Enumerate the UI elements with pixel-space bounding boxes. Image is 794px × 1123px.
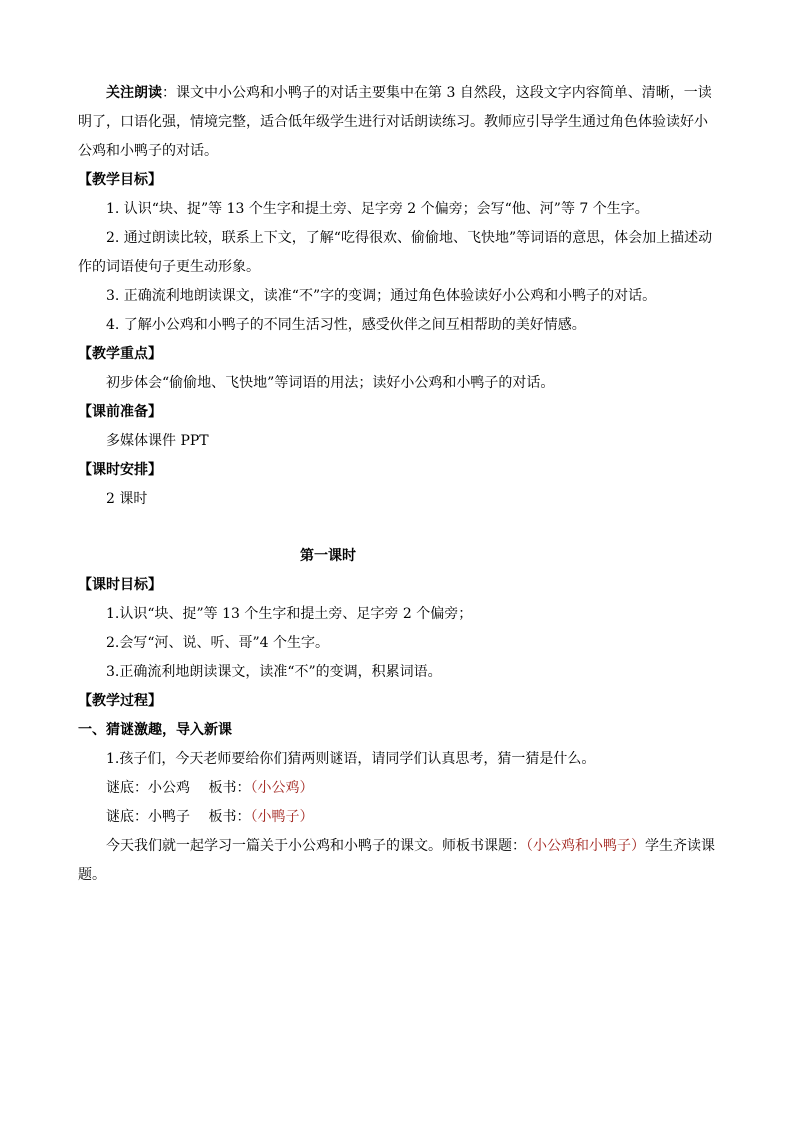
process-heading: 【教学过程】: [78, 693, 162, 709]
teaching-goal-4: 4. 了解小公鸡和小鸭子的不同生活习性，感受伙伴之间互相帮助的美好情感。: [106, 317, 586, 333]
lesson-goal-3: 3.正确流利地朗读课文，读准“不”的变调，积累词语。: [106, 664, 442, 680]
riddle-2-line: [78, 803, 718, 832]
closing-paragraph: [78, 832, 718, 890]
lesson-goal-1: 1.认识“块、捉”等 13 个生字和提土旁、足字旁 2 个偏旁；: [106, 606, 473, 622]
riddle-1-line: [78, 774, 718, 803]
spacer: [78, 514, 718, 542]
riddle-1-board: （小公鸡）: [250, 780, 314, 796]
schedule-text: 2 课时: [106, 491, 148, 507]
document-page: [78, 79, 718, 890]
teaching-goal-3: 3. 正确流利地朗读课文，读准“不”字的变调；通过角色体验读好小公鸡和小鸭子的对话。: [106, 288, 657, 304]
preparation-text: 多媒体课件 PPT: [106, 433, 209, 449]
key-points-heading: 【教学重点】: [78, 346, 162, 362]
closing-suffix: 学生齐读课题。: [78, 838, 715, 883]
teaching-goal-2: 2. 通过朗读比较，联系上下文，了解“吃得很欢、偷偷地、飞快地”等词语的意思，体会加上描述动作的词语使句子更生动形象。: [78, 230, 713, 275]
intro-label: 关注朗读: [106, 85, 162, 101]
lesson-title: 第一课时: [300, 548, 356, 564]
teaching-goals-heading: 【教学目标】: [78, 172, 162, 188]
lesson-goal-2: 2.会写“河、说、听、哥”4 个生字。: [106, 635, 330, 651]
riddle-1-prefix: 谜底：小公鸡 板书：: [106, 780, 251, 796]
lesson-goals-heading: 【课时目标】: [78, 577, 162, 593]
closing-board: （小公鸡和小鸭子）: [526, 838, 645, 854]
section-1-title: 一、猜谜激趣，导入新课: [78, 722, 232, 738]
closing-prefix: 今天我们就一起学习一篇关于小公鸡和小鸭子的课文。师板书课题：: [106, 838, 526, 854]
riddle-2-prefix: 谜底：小鸭子 板书：: [106, 809, 251, 825]
schedule-heading: 【课时安排】: [78, 462, 162, 478]
step-1-text: 1.孩子们，今天老师要给你们猜两则谜语，请同学们认真思考，猜一猜是什么。: [106, 751, 596, 767]
intro-paragraph: [78, 79, 718, 166]
riddle-2-board: （小鸭子）: [250, 809, 314, 825]
preparation-heading: 【课前准备】: [78, 404, 162, 420]
teaching-goal-1: 1. 认识“块、捉”等 13 个生字和提土旁、足字旁 2 个偏旁；会写“他、河”等 7 个生字。: [106, 201, 649, 217]
intro-text: ：课文中小公鸡和小鸭子的对话主要集中在第 3 自然段，这段文字内容简单、清晰，一读明了，口语化强，情境完整，适合低年级学生进行对话朗读练习。教师应引导学生通过角色体验读好小公鸡和小鸭子的对话。: [78, 85, 712, 159]
key-points-text: 初步体会“偷偷地、飞快地”等词语的用法；读好小公鸡和小鸭子的对话。: [106, 375, 555, 391]
